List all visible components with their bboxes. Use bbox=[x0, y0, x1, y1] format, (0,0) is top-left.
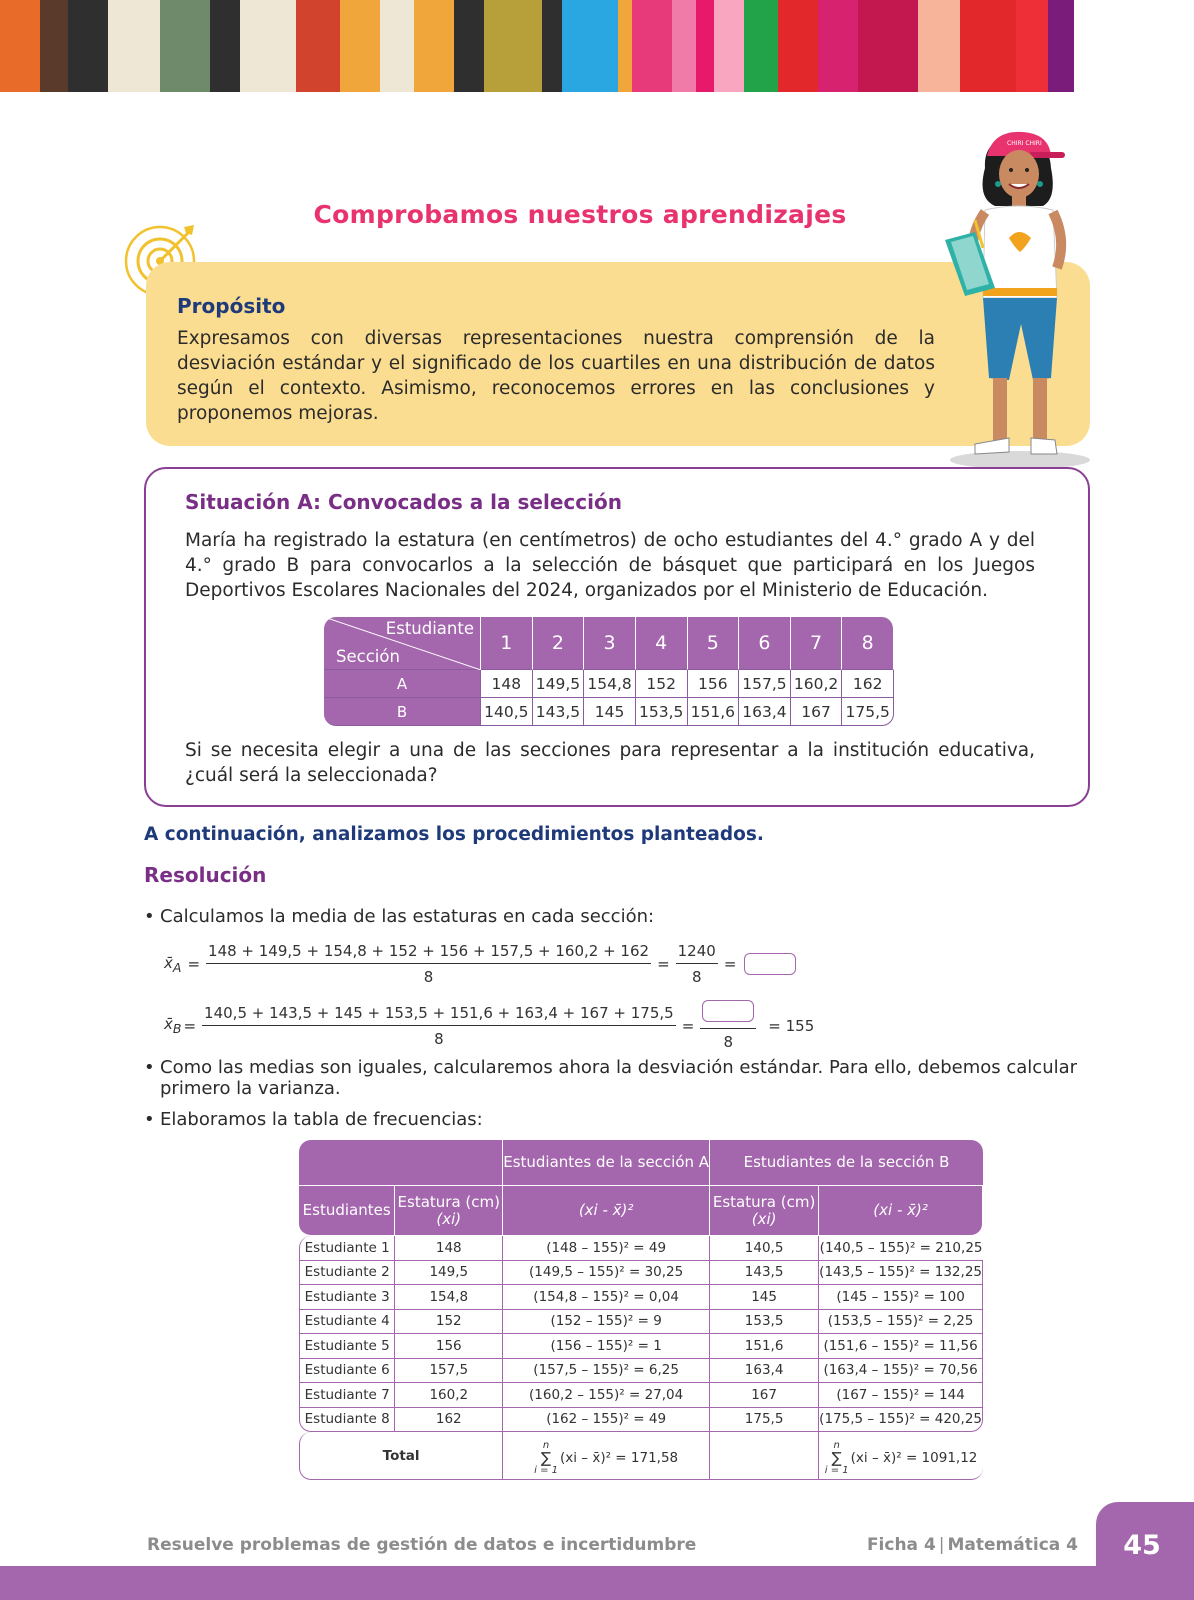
student-header: 6 bbox=[739, 617, 791, 670]
height-b-cell: 153,5 bbox=[710, 1310, 819, 1335]
height-a-cell: 148 bbox=[395, 1236, 503, 1261]
deviation-b-cell: (151,6 – 155)² = 11,56 bbox=[819, 1334, 983, 1359]
mean-symbol: $x̄_A$ bbox=[164, 953, 182, 975]
band-stripe bbox=[714, 0, 744, 92]
table-row bbox=[299, 1285, 983, 1310]
deviation-b-cell: (163,4 – 155)² = 70,56 bbox=[819, 1359, 983, 1384]
height-cell: 143,5 bbox=[533, 698, 585, 726]
equals-sign: = bbox=[681, 1016, 695, 1035]
band-stripe bbox=[696, 0, 714, 92]
table-row bbox=[324, 670, 894, 698]
height-a-cell: 154,8 bbox=[395, 1285, 503, 1310]
deviation-b-cell: (145 – 155)² = 100 bbox=[819, 1285, 983, 1310]
bullet-text: Como las medias son iguales, calcularemos ahora la desviación estándar. Para ello, debemos calcular primero la varianza. bbox=[160, 1057, 1078, 1099]
equals-sign: = bbox=[723, 955, 737, 973]
deviation-b-cell: (153,5 – 155)² = 2,25 bbox=[819, 1310, 983, 1335]
band-stripe bbox=[40, 0, 68, 92]
table-row bbox=[299, 1261, 983, 1286]
band-stripe bbox=[672, 0, 696, 92]
student-header: 3 bbox=[584, 617, 636, 670]
height-b-cell: 145 bbox=[710, 1285, 819, 1310]
bottom-bar bbox=[0, 1566, 1194, 1600]
bullet-item: • Elaboramos la tabla de frecuencias: bbox=[144, 1109, 483, 1130]
page-number: 45 bbox=[1123, 1530, 1161, 1561]
height-cell: 148 bbox=[481, 670, 533, 698]
student-header: 1 bbox=[481, 617, 533, 670]
fraction bbox=[676, 942, 718, 986]
height-b-cell: 167 bbox=[710, 1383, 819, 1408]
band-stripe bbox=[744, 0, 778, 92]
footer-separator: | bbox=[938, 1535, 945, 1555]
numerator: 148 + 149,5 + 154,8 + 152 + 156 + 157,5 + 160,2 + 162 bbox=[206, 942, 651, 964]
purpose-title: Propósito bbox=[177, 294, 286, 318]
student-header: 4 bbox=[636, 617, 688, 670]
situation-question: Si se necesita elegir a una de las secciones para representar a la institución educativa, ¿cuál será la seleccionada? bbox=[185, 740, 1035, 786]
table-row bbox=[299, 1334, 983, 1359]
height-cell: 162 bbox=[842, 670, 894, 698]
bullet-item: • Calculamos la media de las estaturas en cada sección: bbox=[144, 906, 655, 927]
height-cell: 152 bbox=[636, 670, 688, 698]
height-cell: 145 bbox=[584, 698, 636, 726]
mean-formula-b bbox=[164, 1000, 814, 1051]
table-row bbox=[299, 1236, 983, 1261]
band-stripe bbox=[108, 0, 160, 92]
height-a-cell: 162 bbox=[395, 1408, 503, 1433]
fraction bbox=[206, 942, 651, 986]
band-stripe bbox=[240, 0, 296, 92]
band-stripe bbox=[778, 0, 818, 92]
height-a-cell: 160,2 bbox=[395, 1383, 503, 1408]
deviation-a-cell: (148 – 155)² = 49 bbox=[503, 1236, 710, 1261]
analysis-heading: A continuación, analizamos los procedimientos planteados. bbox=[144, 824, 764, 845]
band-stripe bbox=[542, 0, 562, 92]
students-header: Estudiantes bbox=[299, 1186, 395, 1236]
student-header: 5 bbox=[688, 617, 740, 670]
total-b: n ∑ i = 1 (xi – x̄)² = 1091,12 bbox=[819, 1432, 983, 1480]
height-cell: 167 bbox=[791, 698, 843, 726]
band-stripe bbox=[340, 0, 380, 92]
band-stripe bbox=[562, 0, 618, 92]
student-cell: Estudiante 1 bbox=[299, 1236, 395, 1261]
table-row bbox=[299, 1359, 983, 1384]
group-b-header: Estudiantes de la sección B bbox=[710, 1140, 983, 1186]
student-cell: Estudiante 7 bbox=[299, 1383, 395, 1408]
height-b-cell: 175,5 bbox=[710, 1408, 819, 1433]
height-cell: 163,4 bbox=[739, 698, 791, 726]
band-stripe bbox=[160, 0, 210, 92]
band-stripe bbox=[296, 0, 340, 92]
band-stripe bbox=[858, 0, 918, 92]
situation-title: Situación A: Convocados a la selección bbox=[185, 490, 622, 514]
deviation-a-cell: (162 – 155)² = 49 bbox=[503, 1408, 710, 1433]
answer-blank-box[interactable] bbox=[702, 1000, 754, 1022]
student-cell: Estudiante 6 bbox=[299, 1359, 395, 1384]
height-b-cell: 163,4 bbox=[710, 1359, 819, 1384]
deviation-a-cell: (157,5 – 155)² = 6,25 bbox=[503, 1359, 710, 1384]
deviation-a-cell: (154,8 – 155)² = 0,04 bbox=[503, 1285, 710, 1310]
student-cell: Estudiante 3 bbox=[299, 1285, 395, 1310]
height-a-cell: 149,5 bbox=[395, 1261, 503, 1286]
footer-competency: Resuelve problemas de gestión de datos e incertidumbre bbox=[147, 1535, 697, 1555]
band-stripe bbox=[818, 0, 858, 92]
bullet-item: • Como las medias son iguales, calcularemos ahora la desviación estándar. Para ello, debemos calcular primero la varianza. bbox=[144, 1057, 1094, 1099]
bullet-text: Elaboramos la tabla de frecuencias: bbox=[160, 1109, 483, 1130]
table-header-row bbox=[299, 1186, 983, 1236]
student-header: 2 bbox=[533, 617, 585, 670]
heights-table bbox=[324, 617, 894, 726]
table-row bbox=[299, 1408, 983, 1433]
section-label: A bbox=[324, 670, 481, 698]
height-cell: 149,5 bbox=[533, 670, 585, 698]
footer-sheet-number: Ficha 4 bbox=[866, 1535, 936, 1555]
denominator: 8 bbox=[700, 1028, 756, 1051]
height-a-cell: 152 bbox=[395, 1310, 503, 1335]
frequency-table bbox=[299, 1140, 983, 1480]
denominator: 8 bbox=[434, 1029, 444, 1048]
total-label: Total bbox=[299, 1432, 503, 1480]
band-stripe bbox=[632, 0, 672, 92]
mean-formula-a bbox=[164, 942, 796, 986]
band-stripe bbox=[380, 0, 414, 92]
height-a-cell: 156 bbox=[395, 1334, 503, 1359]
table-row bbox=[299, 1383, 983, 1408]
student-header: 8 bbox=[842, 617, 894, 670]
corner-label-section: Sección bbox=[336, 647, 400, 666]
footer-subject: Matemática 4 bbox=[947, 1535, 1078, 1555]
purpose-text: Expresamos con diversas representaciones nuestra comprensión de la desviación estándar y el significado de los cuartiles en una distribución de datos según el contexto. Asimismo, reconocemos errores en las conclusiones y proponemos mejoras. bbox=[177, 328, 935, 424]
empty-header-cell bbox=[299, 1140, 503, 1186]
deviation-a-cell: (149,5 – 155)² = 30,25 bbox=[503, 1261, 710, 1286]
band-stripe bbox=[618, 0, 632, 92]
height-a-cell: 157,5 bbox=[395, 1359, 503, 1384]
deviation-b-cell: (167 – 155)² = 144 bbox=[819, 1383, 983, 1408]
cap-text: CHIRI CHIRI bbox=[1007, 140, 1042, 147]
deviation-a-cell: (152 – 155)² = 9 bbox=[503, 1310, 710, 1335]
height-cell: 160,2 bbox=[791, 670, 843, 698]
band-stripe bbox=[1016, 0, 1048, 92]
height-b-cell: 143,5 bbox=[710, 1261, 819, 1286]
corner-label-student: Estudiante bbox=[385, 619, 474, 638]
student-cell: Estudiante 5 bbox=[299, 1334, 395, 1359]
numerator: 1240 bbox=[676, 942, 718, 964]
denominator: 8 bbox=[691, 968, 702, 986]
band-stripe bbox=[0, 0, 40, 92]
deviation-b-header: (xi - x̄)² bbox=[819, 1186, 983, 1236]
numerator: 140,5 + 143,5 + 145 + 153,5 + 151,6 + 163,4 + 167 + 175,5 bbox=[202, 1004, 676, 1026]
table-header-row bbox=[299, 1140, 983, 1186]
total-a: n ∑ i = 1 (xi – x̄)² = 171,58 bbox=[503, 1432, 710, 1480]
character-illustration bbox=[945, 128, 1090, 470]
band-stripe bbox=[960, 0, 1016, 92]
height-b-cell: 151,6 bbox=[710, 1334, 819, 1359]
height-b-header: Estatura (cm) (xi) bbox=[710, 1186, 819, 1236]
denominator: 8 bbox=[423, 968, 434, 986]
band-stripe bbox=[454, 0, 484, 92]
table-row bbox=[324, 698, 894, 726]
deviation-b-cell: (143,5 – 155)² = 132,25 bbox=[819, 1261, 983, 1286]
table-row bbox=[299, 1310, 983, 1335]
height-a-header: Estatura (cm) (xi) bbox=[395, 1186, 503, 1236]
total-empty-cell bbox=[710, 1432, 819, 1480]
table-corner-cell bbox=[324, 617, 481, 670]
page-title: Comprobamos nuestros aprendizajes bbox=[313, 200, 847, 229]
height-cell: 153,5 bbox=[636, 698, 688, 726]
formula-result: = 155 bbox=[768, 1016, 815, 1035]
student-cell: Estudiante 8 bbox=[299, 1408, 395, 1433]
height-cell: 151,6 bbox=[688, 698, 740, 726]
deviation-b-cell: (140,5 – 155)² = 210,25 bbox=[819, 1236, 983, 1261]
student-header: 7 bbox=[791, 617, 843, 670]
band-stripe bbox=[68, 0, 108, 92]
answer-blank-box[interactable] bbox=[744, 953, 796, 975]
group-a-header: Estudiantes de la sección A bbox=[503, 1140, 710, 1186]
band-stripe bbox=[210, 0, 240, 92]
height-cell: 154,8 bbox=[584, 670, 636, 698]
band-stripe bbox=[1048, 0, 1074, 92]
total-row bbox=[299, 1432, 983, 1480]
deviation-a-cell: (160,2 – 155)² = 27,04 bbox=[503, 1383, 710, 1408]
equals-sign: = bbox=[187, 955, 201, 973]
deviation-a-cell: (156 – 155)² = 1 bbox=[503, 1334, 710, 1359]
situation-text: María ha registrado la estatura (en centímetros) de ocho estudiantes del 4.° grado A y del 4.° grado B para convocarlos a la selección de básquet que participará en los Juegos Deportivos Escolares Nacionales del 2024, organizados por el Ministerio de Educación. bbox=[185, 530, 1035, 601]
student-cell: Estudiante 4 bbox=[299, 1310, 395, 1335]
fraction bbox=[202, 1004, 676, 1048]
bullet-text: Calculamos la media de las estaturas en cada sección: bbox=[160, 906, 655, 927]
deviation-a-header: (xi - x̄)² bbox=[503, 1186, 710, 1236]
numerator-blank bbox=[702, 1000, 754, 1028]
decorative-top-band bbox=[0, 0, 1194, 92]
height-cell: 156 bbox=[688, 670, 740, 698]
band-stripe bbox=[484, 0, 542, 92]
table-header-row bbox=[324, 617, 894, 670]
student-cell: Estudiante 2 bbox=[299, 1261, 395, 1286]
section-label: B bbox=[324, 698, 481, 726]
deviation-b-cell: (175,5 – 155)² = 420,25 bbox=[819, 1408, 983, 1433]
height-cell: 140,5 bbox=[481, 698, 533, 726]
equals-sign: = bbox=[183, 1016, 197, 1035]
footer-worksheet bbox=[867, 1535, 1078, 1555]
band-stripe bbox=[918, 0, 960, 92]
height-b-cell: 140,5 bbox=[710, 1236, 819, 1261]
equals-sign: = bbox=[657, 955, 670, 973]
band-stripe bbox=[414, 0, 454, 92]
height-cell: 157,5 bbox=[739, 670, 791, 698]
mean-symbol: $x̄_B$ bbox=[164, 1015, 182, 1036]
fraction bbox=[700, 1000, 756, 1051]
resolution-title: Resolución bbox=[144, 863, 267, 887]
height-cell: 175,5 bbox=[842, 698, 894, 726]
